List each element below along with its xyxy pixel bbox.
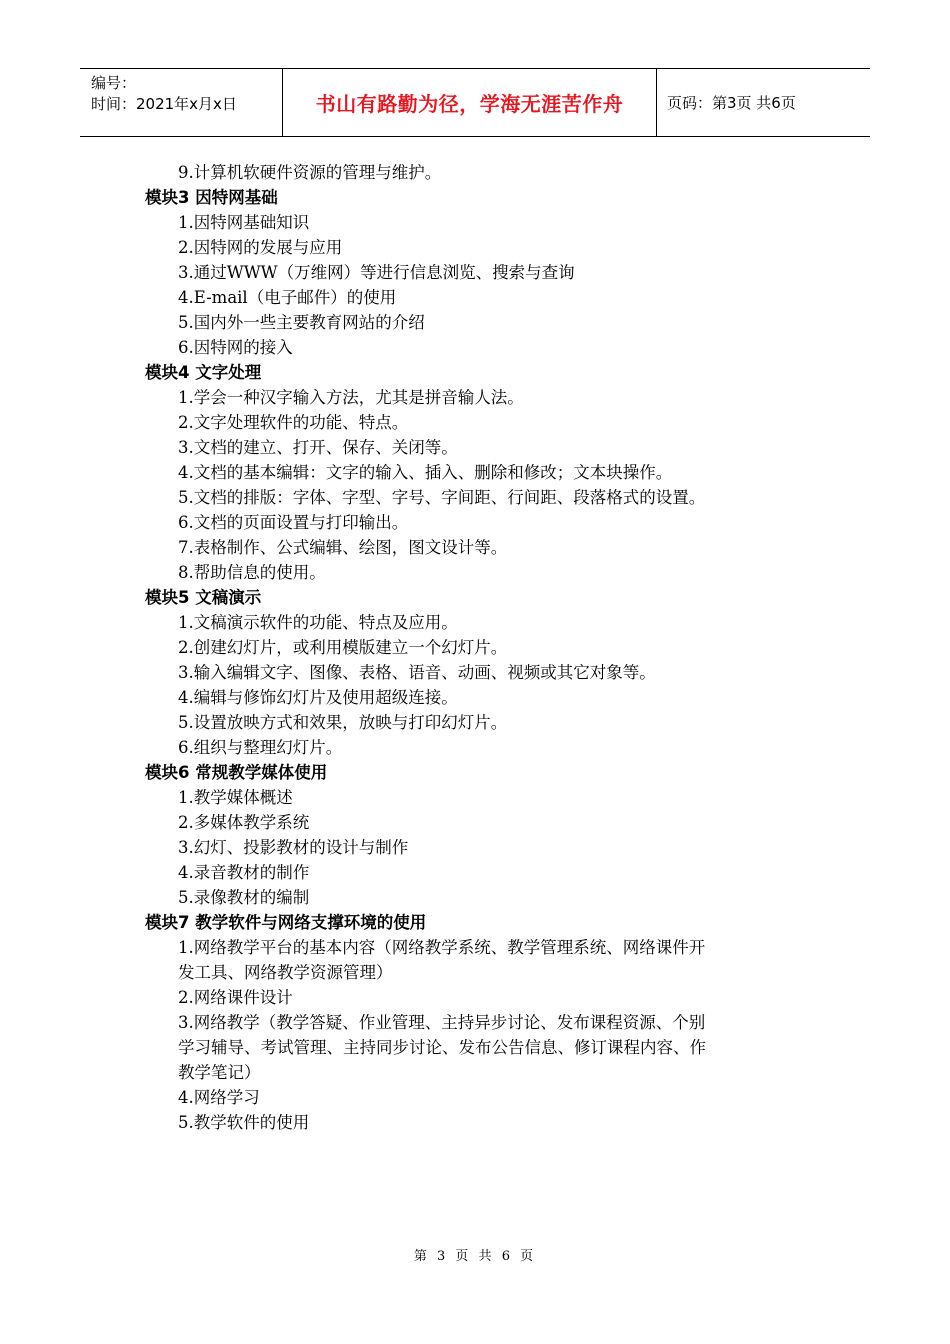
list-item: 6.因特网的接入 (178, 338, 293, 357)
list-item: 4.录音教材的制作 (178, 863, 310, 882)
header-motto: 书山有路勤为径，学海无涯苦作舟 (283, 69, 657, 136)
list-item: 4.编辑与修饰幻灯片及使用超级连接。 (178, 688, 458, 707)
page-header (80, 68, 870, 137)
list-item: 1.文稿演示软件的功能、特点及应用。 (178, 613, 458, 632)
list-item: 7.表格制作、公式编辑、绘图，图文设计等。 (178, 538, 508, 557)
list-item: 发工具、网络教学资源管理） (178, 963, 393, 982)
list-item: 3.网络教学（教学答疑、作业管理、主持异步讨论、发布课程资源、个别 (178, 1013, 706, 1032)
module-heading: 模块6 常规教学媒体使用 (145, 763, 328, 782)
list-item: 1.因特网基础知识 (178, 213, 310, 232)
module-heading: 模块4 文字处理 (145, 363, 262, 382)
list-item: 5.教学软件的使用 (178, 1113, 310, 1132)
list-item: 3.文档的建立、打开、保存、关闭等。 (178, 438, 458, 457)
list-item: 5.国内外一些主要教育网站的介绍 (178, 313, 425, 332)
list-item: 2.因特网的发展与应用 (178, 238, 343, 257)
module-heading: 模块3 因特网基础 (145, 188, 278, 207)
list-item: 2.创建幻灯片，或利用模版建立一个幻灯片。 (178, 638, 508, 657)
list-item: 6.文档的页面设置与打印输出。 (178, 513, 409, 532)
list-item: 9.计算机软硬件资源的管理与维护。 (178, 163, 442, 182)
list-item: 5.设置放映方式和效果，放映与打印幻灯片。 (178, 713, 508, 732)
list-item: 5.录像教材的编制 (178, 888, 310, 907)
list-item: 4.E-mail（电子邮件）的使用 (178, 288, 397, 307)
list-item: 1.网络教学平台的基本内容（网络教学系统、教学管理系统、网络课件开 (178, 938, 706, 957)
list-item: 3.输入编辑文字、图像、表格、语音、动画、视频或其它对象等。 (178, 663, 656, 682)
list-item: 2.多媒体教学系统 (178, 813, 310, 832)
module-heading: 模块5 文稿演示 (145, 588, 262, 607)
list-item: 3.幻灯、投影教材的设计与制作 (178, 838, 409, 857)
list-item: 学习辅导、考试管理、主持同步讨论、发布公告信息、修订课程内容、作 (178, 1038, 706, 1057)
list-item: 8.帮助信息的使用。 (178, 563, 326, 582)
list-item: 6.组织与整理幻灯片。 (178, 738, 343, 757)
serial-label: 编号： (91, 74, 137, 92)
list-item: 1.教学媒体概述 (178, 788, 293, 807)
list-item: 4.文档的基本编辑：文字的输入、插入、删除和修改；文本块操作。 (178, 463, 673, 482)
time-label: 时间：2021年x月x日 (91, 95, 237, 113)
module-heading: 模块7 教学软件与网络支撑环境的使用 (145, 913, 427, 932)
header-page-number: 页码：第3页 共6页 (667, 94, 796, 112)
list-item: 2.网络课件设计 (178, 988, 293, 1007)
list-item: 4.网络学习 (178, 1088, 260, 1107)
document-body (145, 160, 805, 1135)
list-item: 2.文字处理软件的功能、特点。 (178, 413, 409, 432)
page-footer: 第 3 页 共 6 页 (413, 1249, 537, 1264)
header-meta (80, 69, 283, 136)
list-item: 5.文档的排版：字体、字型、字号、字间距、行间距、段落格式的设置。 (178, 488, 706, 507)
list-item: 3.通过WWW（万维网）等进行信息浏览、搜索与查询 (178, 263, 575, 282)
list-item: 1.学会一种汉字输入方法，尤其是拼音输人法。 (178, 388, 524, 407)
list-item: 教学笔记） (178, 1063, 261, 1082)
